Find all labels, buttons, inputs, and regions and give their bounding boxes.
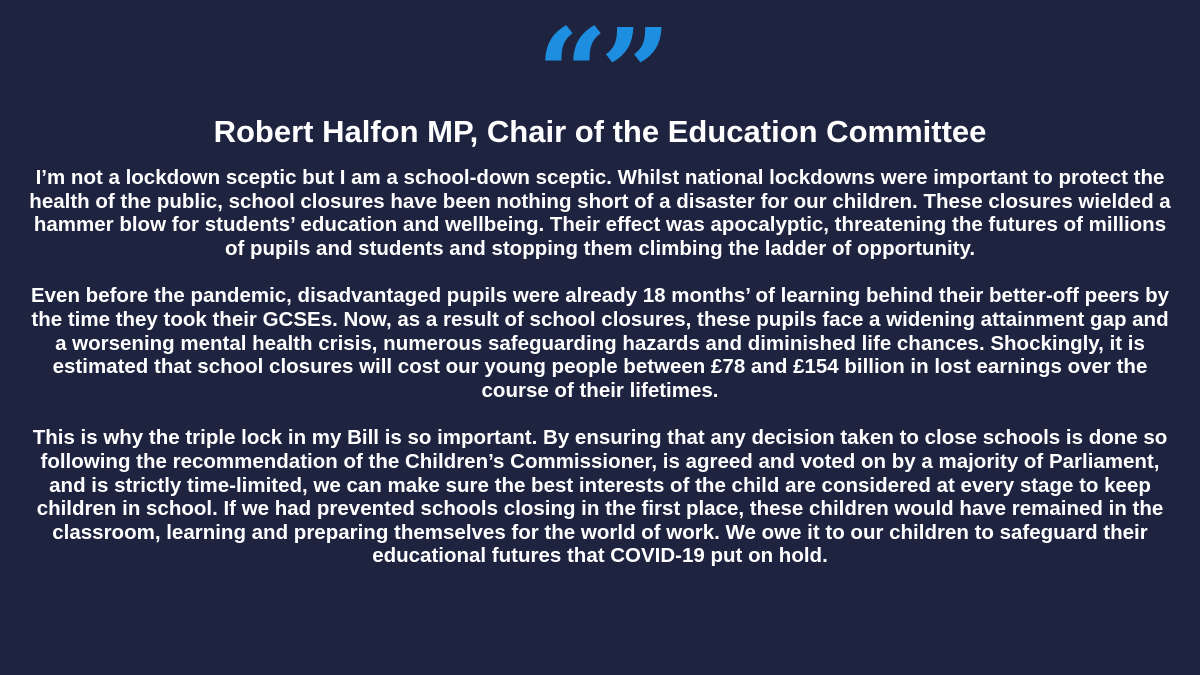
quote-paragraph-3: This is why the triple lock in my Bill is so important. By ensuring that any decision taken to close schools is done so following the recommendation of the Children’s Commissioner, is agreed and voted on by a majority of Parliament, and is strictly time-limited, we can make sure the best interests of the child are considered at every stage to keep children in school. If we had prevented schools closing in the first place, these children would have remained in the classroom, learning and preparing themselves for the world of work. We owe it to our children to safeguard their educational futures that COVID-19 put on hold. [32,426,1168,568]
quote-paragraph-1: I’m not a lockdown sceptic but I am a school-down sceptic. Whilst national lockdowns were important to protect the health of the public, school closures have been nothing short of a disaster for our children. These closures wielded a hammer blow for students’ education and wellbeing. Their effect was apocalyptic, threatening the futures of millions of pupils and students and stopping them climbing the ladder of opportunity. [29,166,1171,260]
quote-body [28,166,1172,592]
quote-attribution-heading: Robert Halfon MP, Chair of the Education Committee [213,114,987,149]
quote-paragraph-2: Even before the pandemic, disadvantaged pupils were already 18 months’ of learning behind their better-off peers by the time they took their GCSEs. Now, as a result of school closures, these pupils face a widening attainment gap and a worsening mental health crisis, numerous safeguarding hazards and diminished life chances. Shockingly, it is estimated that school closures will cost our young people between £78 and £154 billion in lost earnings over the course of their lifetimes. [30,284,1169,402]
quotation-marks-icon: “” [536,20,664,130]
